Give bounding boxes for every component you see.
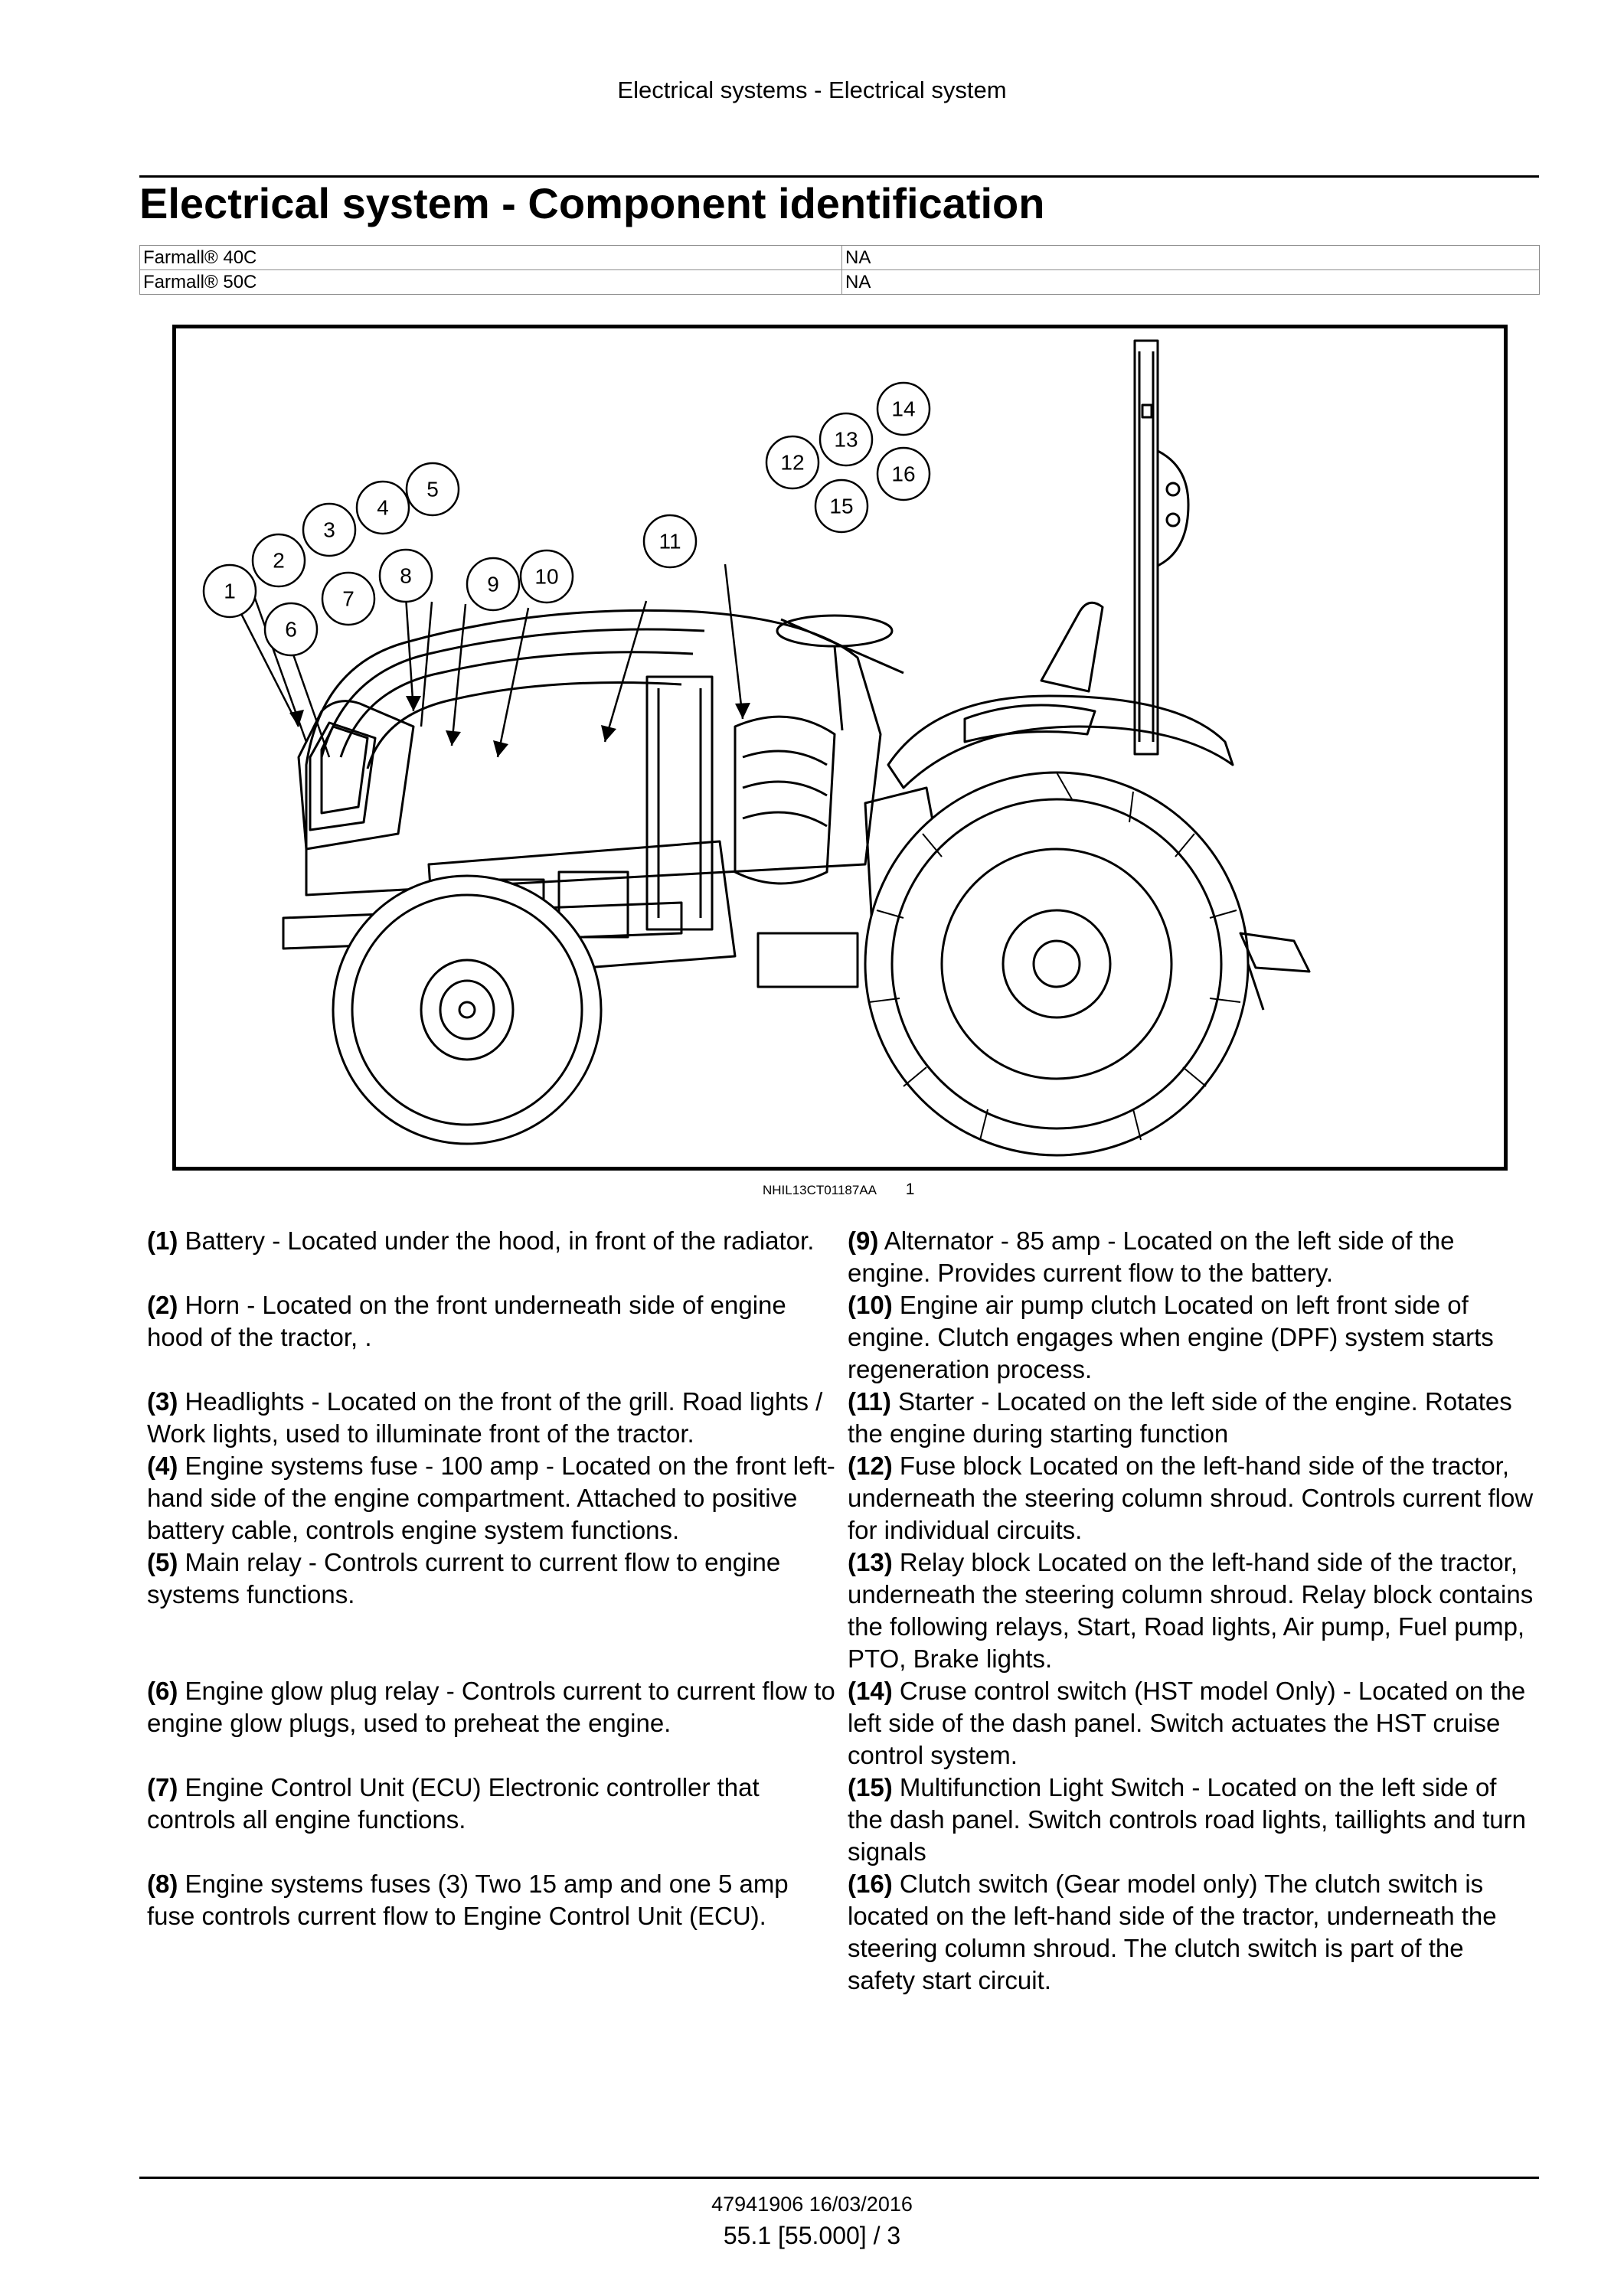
- footer-rule: [139, 2177, 1539, 2179]
- legend-item-3: (3) Headlights - Located on the front of the grill. Road lights / Work lights, used to illuminate front of the tractor.: [147, 1387, 823, 1448]
- callout-5: 5: [426, 477, 439, 501]
- figure-code: NHIL13CT01187AA: [763, 1183, 877, 1197]
- legend-item-9: (9) Alternator - 85 amp - Located on the left side of the engine. Provides current flow to the battery.: [848, 1226, 1455, 1287]
- callout-9: 9: [487, 572, 499, 596]
- callout-7: 7: [342, 586, 355, 611]
- legend-item-14: (14) Cruse control switch (HST model Only) - Located on the left side of the dash panel. Switch actuates the HST cruise control system.: [848, 1677, 1526, 1769]
- legend-item-7: (7) Engine Control Unit (ECU) Electronic controller that controls all engine functions.: [147, 1773, 760, 1834]
- callout-2: 2: [273, 548, 285, 573]
- callout-13: 13: [834, 427, 858, 452]
- model-market: NA: [842, 270, 1540, 295]
- callout-10: 10: [534, 564, 559, 589]
- footer-page-reference: 55.1 [55.000] / 3: [723, 2222, 901, 2249]
- legend-left-column: [147, 1225, 836, 1932]
- callout-3: 3: [323, 518, 335, 542]
- tractor-illustration: [176, 328, 1504, 1167]
- running-header: Electrical systems - Electrical system: [617, 77, 1007, 103]
- legend-right-column: [848, 1225, 1537, 1997]
- legend-item-10: (10) Engine air pump clutch Located on left front side of engine. Clutch engages when engine (DPF) system starts regeneration process.: [848, 1291, 1494, 1383]
- model-name: Farmall® 40C: [140, 246, 842, 270]
- callout-16: 16: [891, 462, 916, 486]
- legend-item-1: (1) Battery - Located under the hood, in front of the radiator.: [147, 1226, 815, 1255]
- legend-item-4: (4) Engine systems fuse - 100 amp - Located on the front left-hand side of the engine compartment. Attached to positive battery cable, controls engine system functions.: [147, 1452, 835, 1544]
- legend-item-2: (2) Horn - Located on the front underneath side of engine hood of the tractor, .: [147, 1291, 786, 1351]
- footer-document-code: 47941906 16/03/2016: [711, 2193, 913, 2216]
- legend-item-8: (8) Engine systems fuses (3) Two 15 amp and one 5 amp fuse controls current flow to Engine Control Unit (ECU).: [147, 1870, 789, 1930]
- model-market: NA: [842, 246, 1540, 270]
- legend-item-12: (12) Fuse block Located on the left-hand side of the tractor, underneath the steering column shroud. Controls current flow for individual circuits.: [848, 1452, 1534, 1544]
- legend-item-5: (5) Main relay - Controls current to current flow to engine systems functions.: [147, 1548, 781, 1609]
- callout-12: 12: [780, 450, 805, 475]
- tractor-figure: [172, 325, 1508, 1171]
- callout-6: 6: [285, 617, 297, 642]
- callout-4: 4: [377, 495, 389, 520]
- model-row: [140, 246, 1540, 270]
- legend-item-6: (6) Engine glow plug relay - Controls current to current flow to engine glow plugs, used to preheat the engine.: [147, 1677, 835, 1737]
- legend-item-11: (11) Starter - Located on the left side of the engine. Rotates the engine during starting function: [848, 1387, 1512, 1448]
- legend-item-13: (13) Relay block Located on the left-hand side of the tractor, underneath the steering column shroud. Relay block contains the following relays, Start, Road lights, Air pump, Fuel pump, PTO, Brake lights.: [848, 1548, 1534, 1673]
- figure-reference: [763, 1181, 914, 1199]
- callout-11: 11: [658, 529, 681, 554]
- model-name: Farmall® 50C: [140, 270, 842, 295]
- callout-14: 14: [891, 397, 916, 421]
- legend-item-16: (16) Clutch switch (Gear model only) The clutch switch is located on the left-hand side of the tractor, underneath the steering column shroud. The clutch switch is part of the safety start circuit.: [848, 1870, 1497, 1994]
- page-title: Electrical system - Component identification: [139, 179, 1045, 227]
- callout-1: 1: [224, 579, 236, 603]
- figure-number: 1: [905, 1181, 915, 1198]
- legend-item-15: (15) Multifunction Light Switch - Located on the left side of the dash panel. Switch controls road lights, taillights and turn signals: [848, 1773, 1527, 1866]
- title-rule: [139, 175, 1539, 178]
- model-table: [139, 245, 1540, 295]
- callout-8: 8: [400, 563, 412, 588]
- callout-15: 15: [829, 494, 854, 518]
- model-row: [140, 270, 1540, 295]
